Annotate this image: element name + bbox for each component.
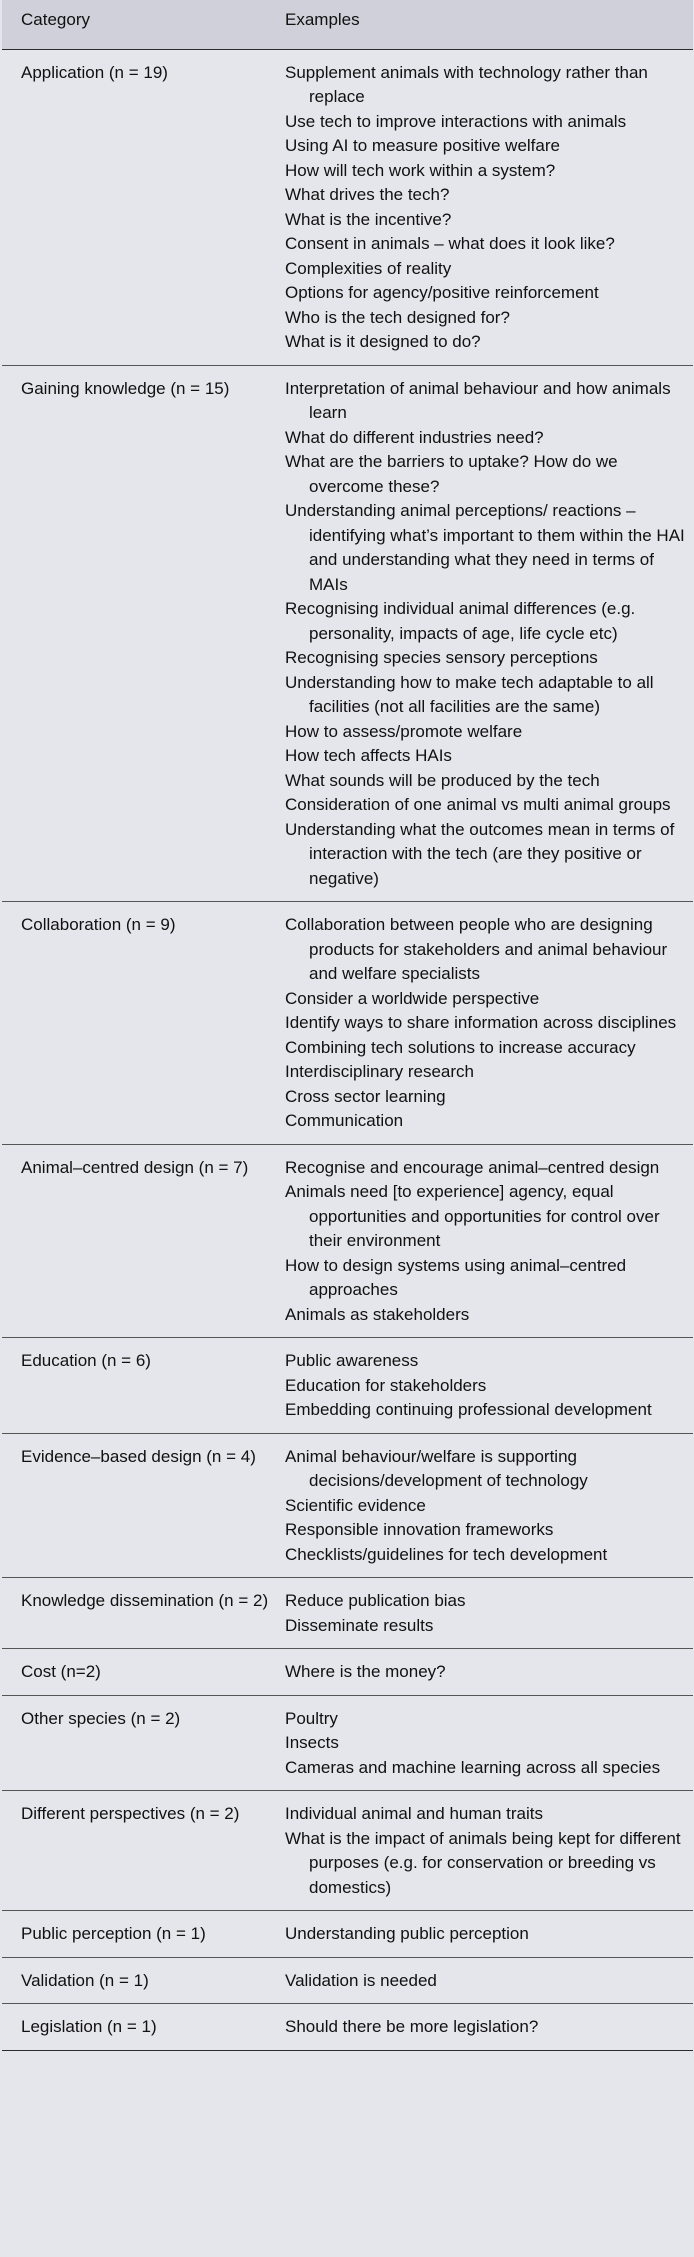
category-cell	[2, 1695, 285, 1791]
category-cell	[2, 1338, 285, 1434]
category-cell	[2, 49, 285, 365]
example-item: What are the barriers to uptake? How do we overcome these?	[285, 452, 618, 496]
example-item: Reduce publication bias	[285, 1591, 466, 1610]
example-item: Identify ways to share information across disciplines	[285, 1013, 677, 1032]
example-item: Who is the tech designed for?	[285, 307, 510, 327]
examples-cell	[285, 1144, 693, 1338]
example-item: Understanding animal perceptions/ reactions – identifying what’s important to them within the HAI and understanding what they need in terms of MAIs	[285, 501, 685, 594]
table-row	[2, 1578, 693, 1649]
category-label: Other species (n = 2)	[21, 1708, 181, 1728]
category-label: Collaboration (n = 9)	[21, 915, 176, 934]
example-item: Poultry	[285, 1708, 338, 1728]
table-header	[2, 0, 693, 49]
examples-cell	[285, 1578, 693, 1649]
table-row	[2, 1911, 693, 1958]
category-cell	[2, 1578, 285, 1649]
examples-cell	[285, 1649, 693, 1696]
examples-cell	[285, 365, 693, 902]
example-item: Cross sector learning	[285, 1086, 446, 1106]
example-item: Should there be more legislation?	[285, 2017, 539, 2036]
example-item: What drives the tech?	[285, 185, 450, 204]
example-item: Education for stakeholders	[285, 1375, 487, 1395]
table-row	[2, 1144, 693, 1338]
category-label: Public perception (n = 1)	[21, 1924, 206, 1943]
example-item: What do different industries need?	[285, 427, 544, 447]
category-label: Legislation (n = 1)	[21, 2017, 157, 2036]
table-row	[2, 1791, 693, 1911]
table-row	[2, 365, 693, 902]
example-item: Supplement animals with technology rather than replace	[285, 62, 648, 106]
example-item: What is the incentive?	[285, 209, 452, 229]
example-item: Understanding what the outcomes mean in terms of interaction with the tech (are they positive or negative)	[285, 819, 675, 888]
example-item: Understanding public perception	[285, 1924, 529, 1943]
example-item: How to assess/promote welfare	[285, 721, 523, 741]
example-item: Disseminate results	[285, 1615, 434, 1635]
table-row	[2, 49, 693, 365]
example-item: How will tech work within a system?	[285, 160, 556, 180]
examples-cell	[285, 1433, 693, 1578]
table-row	[2, 1649, 693, 1696]
example-item: Communication	[285, 1111, 404, 1130]
example-item: Using AI to measure positive welfare	[285, 136, 560, 155]
example-item: Complexities of reality	[285, 258, 452, 278]
example-item: Options for agency/positive reinforcement	[285, 283, 599, 302]
example-item: What sounds will be produced by the tech	[285, 770, 600, 790]
example-item: Individual animal and human traits	[285, 1804, 543, 1823]
category-label: Gaining knowledge (n = 15)	[21, 378, 230, 398]
table-body	[2, 49, 693, 2050]
examples-cell	[285, 1338, 693, 1434]
example-item: Interpretation of animal behaviour and how animals learn	[285, 378, 671, 422]
category-cell	[2, 1791, 285, 1911]
category-label: Evidence–based design (n = 4)	[21, 1446, 256, 1466]
example-item: Animals as stakeholders	[285, 1304, 470, 1324]
category-label: Animal–centred design (n = 7)	[21, 1157, 249, 1177]
example-item: Combining tech solutions to increase accuracy	[285, 1037, 636, 1057]
category-cell	[2, 1649, 285, 1696]
category-label: Knowledge dissemination (n = 2)	[21, 1591, 269, 1610]
examples-cell	[285, 49, 693, 365]
examples-cell	[285, 1695, 693, 1791]
examples-cell	[285, 1957, 693, 2004]
category-cell	[2, 1911, 285, 1958]
example-item: Interdisciplinary research	[285, 1062, 474, 1081]
table-row	[2, 1338, 693, 1434]
category-cell	[2, 1433, 285, 1578]
category-cell	[2, 365, 285, 902]
category-examples-table	[2, 0, 693, 2051]
category-label: Validation (n = 1)	[21, 1970, 149, 1990]
category-label: Education (n = 6)	[21, 1351, 151, 1370]
examples-cell	[285, 2004, 693, 2051]
example-item: Checklists/guidelines for tech development	[285, 1544, 608, 1564]
category-cell	[2, 1957, 285, 2004]
example-item: What is the impact of animals being kept for different purposes (e.g. for conservation or breeding vs domestics)	[285, 1828, 681, 1897]
table-header-row	[2, 0, 693, 49]
category-label: Different perspectives (n = 2)	[21, 1804, 240, 1823]
example-item: Consent in animals – what does it look like?	[285, 234, 615, 253]
category-label: Cost (n=2)	[21, 1662, 101, 1681]
table-row	[2, 2004, 693, 2051]
example-item: Insects	[285, 1733, 339, 1752]
table-row	[2, 902, 693, 1145]
examples-cell	[285, 1791, 693, 1911]
example-item: What is it designed to do?	[285, 332, 481, 351]
header-category: Category	[2, 0, 285, 49]
example-item: Responsible innovation frameworks	[285, 1520, 554, 1539]
table-row	[2, 1433, 693, 1578]
example-item: Scientific evidence	[285, 1495, 426, 1515]
examples-cell	[285, 902, 693, 1145]
example-item: Recognise and encourage animal–centred design	[285, 1157, 660, 1177]
example-item: Animal behaviour/welfare is supporting decisions/development of technology	[285, 1446, 588, 1490]
example-item: Where is the money?	[285, 1662, 446, 1681]
example-item: Collaboration between people who are designing products for stakeholders and animal behaviour and welfare specialists	[285, 915, 668, 983]
example-item: Consideration of one animal vs multi animal groups	[285, 795, 671, 814]
header-examples: Examples	[285, 0, 693, 49]
category-label: Application (n = 19)	[21, 62, 168, 82]
example-item: How tech affects HAIs	[285, 746, 452, 765]
category-cell	[2, 2004, 285, 2051]
example-item: Recognising individual animal differences (e.g. personality, impacts of age, life cycle etc)	[285, 599, 636, 643]
examples-cell	[285, 1911, 693, 1958]
example-item: Embedding continuing professional development	[285, 1400, 652, 1419]
category-cell	[2, 902, 285, 1145]
example-item: Cameras and machine learning across all species	[285, 1757, 661, 1777]
example-item: How to design systems using animal–centred approaches	[285, 1255, 627, 1299]
example-item: Animals need [to experience] agency, equal opportunities and opportunities for control over their environment	[285, 1182, 660, 1250]
example-item: Consider a worldwide perspective	[285, 988, 540, 1008]
example-item: Use tech to improve interactions with animals	[285, 111, 627, 131]
example-item: Understanding how to make tech adaptable to all facilities (not all facilities are the same)	[285, 672, 654, 716]
table-row	[2, 1695, 693, 1791]
example-item: Public awareness	[285, 1351, 419, 1370]
example-item: Recognising species sensory perceptions	[285, 648, 598, 667]
category-cell	[2, 1144, 285, 1338]
table-row	[2, 1957, 693, 2004]
example-item: Validation is needed	[285, 1970, 437, 1990]
